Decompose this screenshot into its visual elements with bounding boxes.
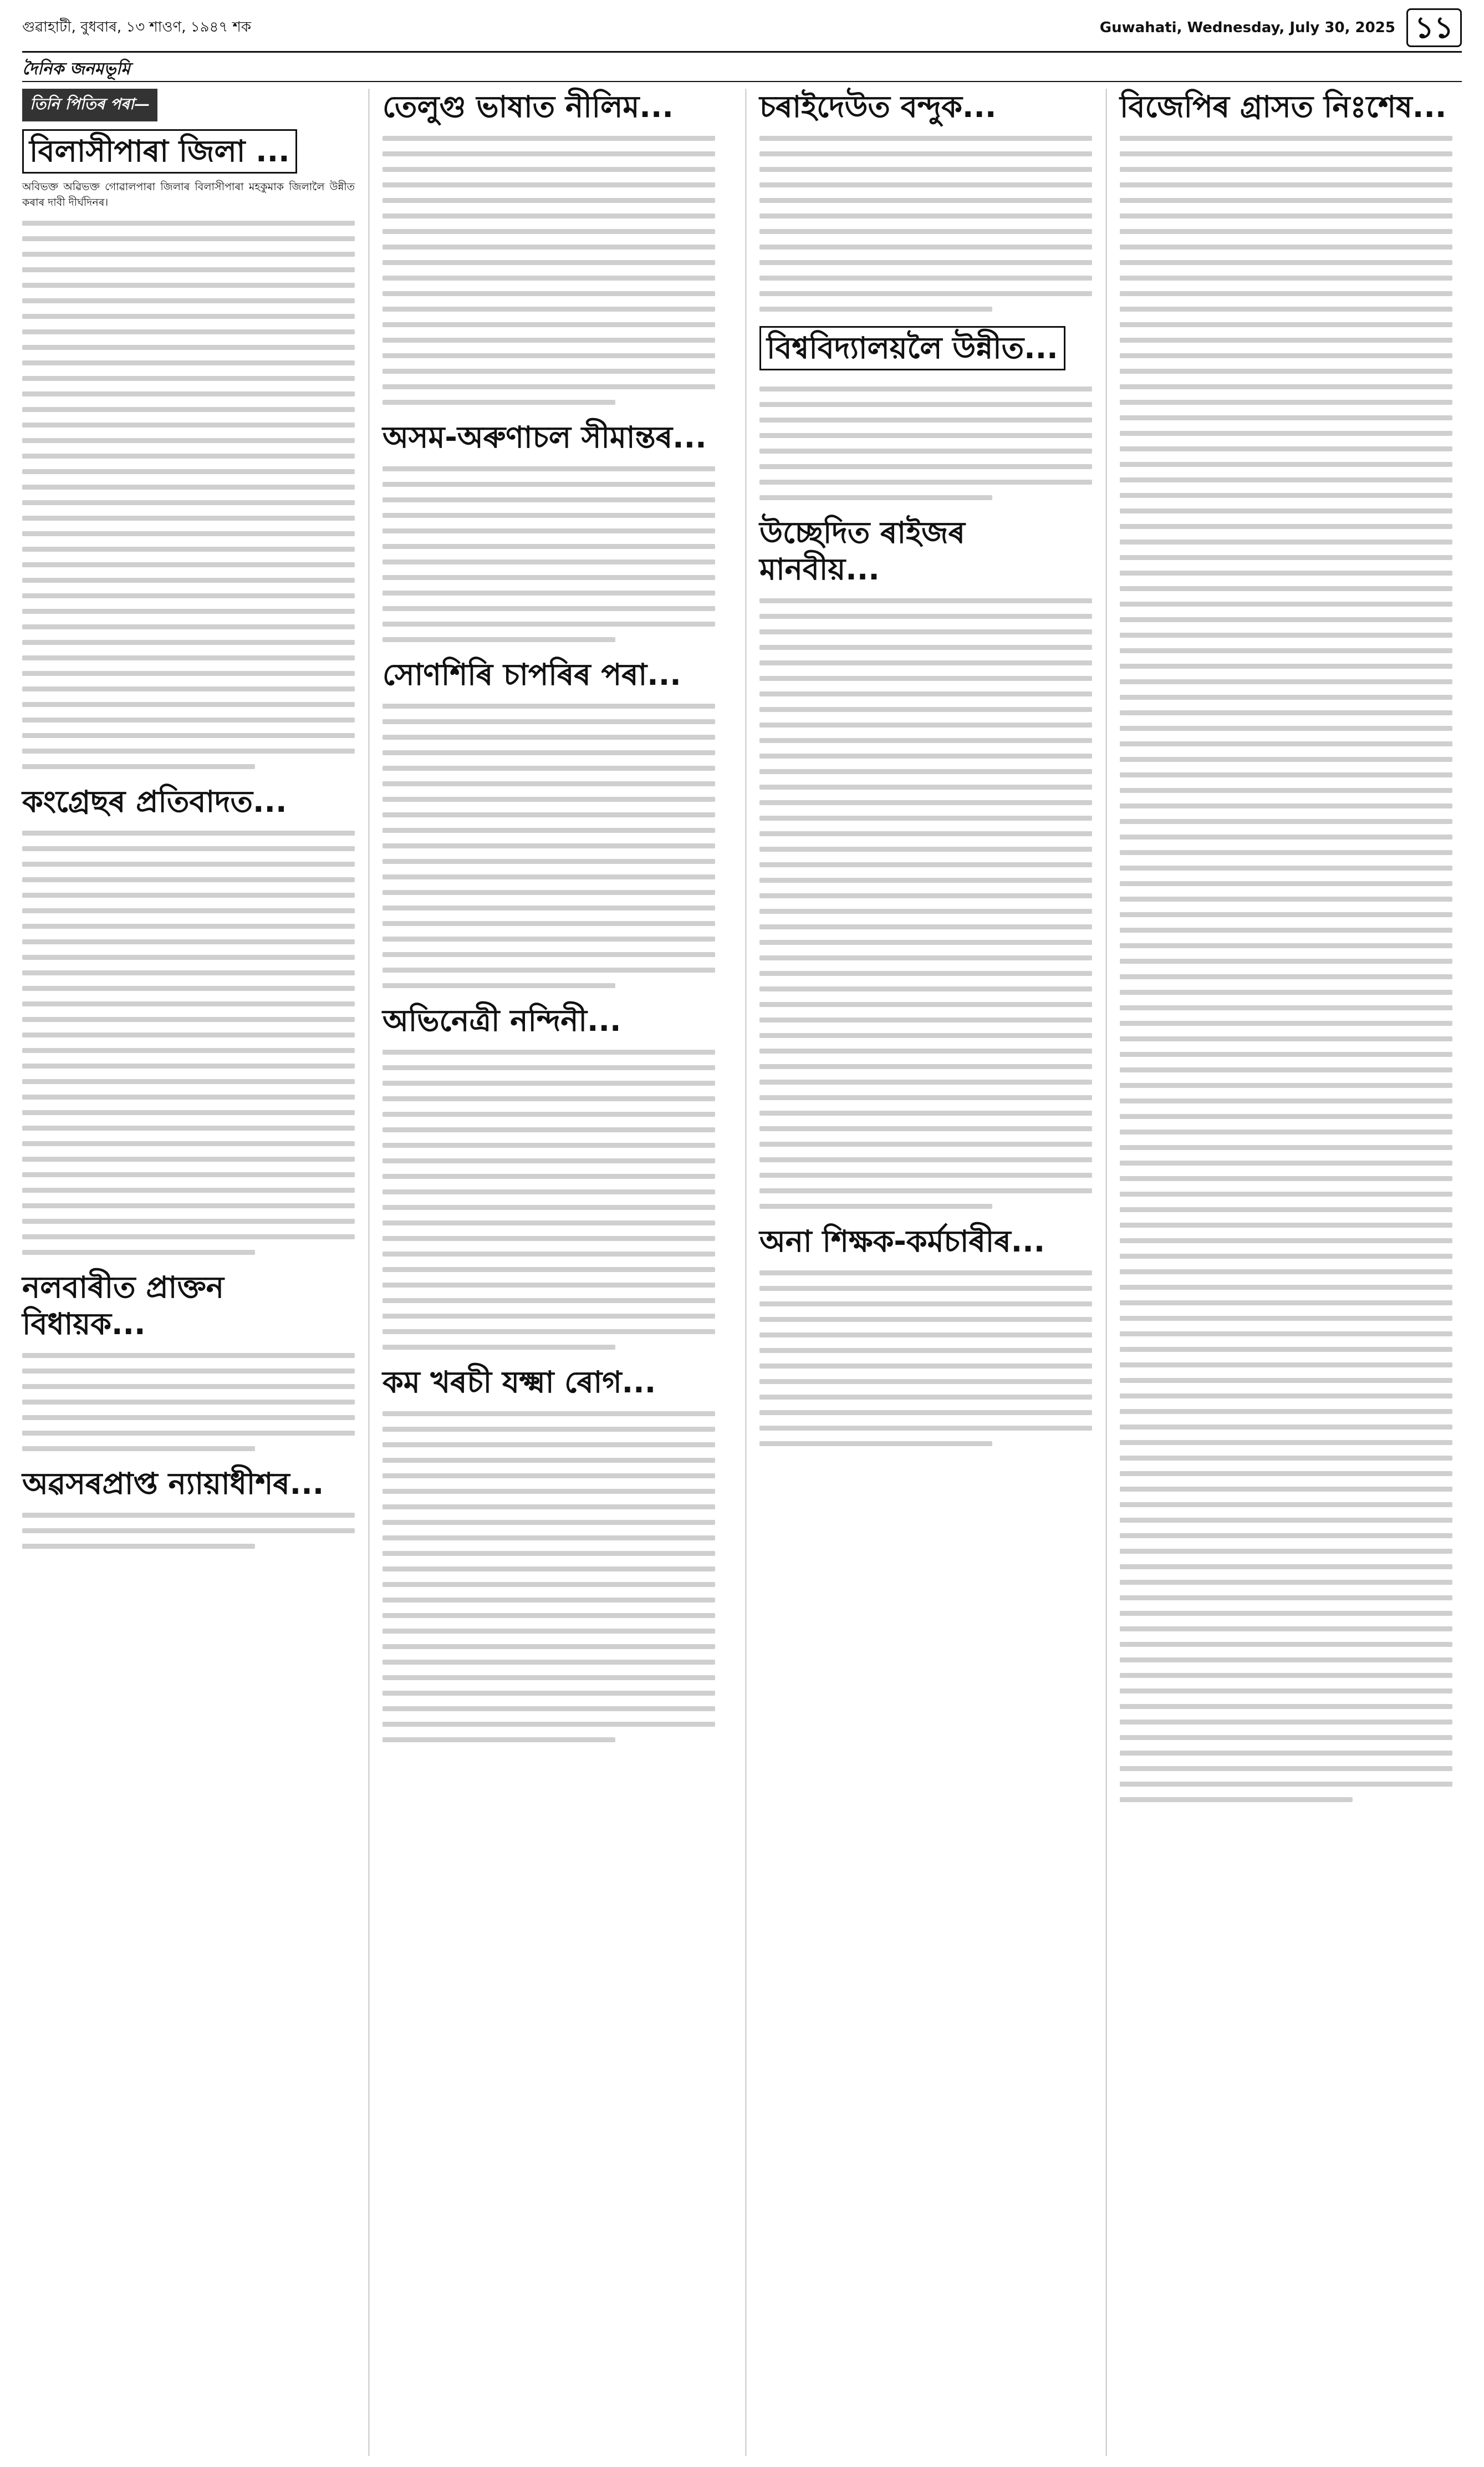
body-text-block [383, 136, 715, 405]
section-tag: তিনি পিতিৰ পৰা— [22, 89, 157, 121]
article-subansiri-chapori [383, 657, 715, 988]
date-english: Guwahati, Wednesday, July 30, 2025 [1099, 19, 1395, 36]
article-retired-judge [22, 1466, 355, 1549]
column-3 [759, 89, 1092, 1461]
headline: বিশ্ববিদ্যালয়লৈ উন্নীত... [759, 326, 1065, 370]
article-non-teaching-staff [759, 1223, 1092, 1446]
article-assam-arunachal-border [383, 419, 715, 642]
body-text-block [1120, 136, 1452, 1802]
article-congress-protest [22, 784, 355, 1255]
body-text-block [22, 221, 355, 769]
headline: কম খৰচী যক্ষ্মা ৰোগ... [383, 1365, 656, 1400]
headline: অসম-অৰুণাচল সীমান্তৰ... [383, 420, 707, 455]
article-low-cost-tb [383, 1364, 715, 1742]
headline: উচ্ছেদিত ৰাইজৰ মানবীয়... [759, 515, 965, 587]
headline: অনা শিক্ষক-কৰ্মচাৰীৰ... [759, 1224, 1046, 1259]
body-text-block [759, 136, 1092, 312]
article-evicted-people [759, 515, 1092, 1209]
article-charaideo-gun [759, 89, 1092, 312]
column-4 [1120, 89, 1452, 1817]
body-text-block [759, 1270, 1092, 1446]
body-text-block [22, 1353, 355, 1451]
body-text-block [383, 704, 715, 988]
article-university-upgrade [759, 326, 1092, 500]
headline: সোণশিৰি চাপৰিৰ পৰা... [383, 657, 681, 692]
column-1 [22, 89, 355, 1563]
page-header [22, 6, 1462, 50]
article-bjp-grasp [1120, 89, 1452, 1802]
body-text-block [383, 466, 715, 642]
masthead-rule [22, 81, 1462, 82]
page-number: ১১ [1406, 8, 1462, 47]
headline: অভিনেত্ৰী নন্দিনী... [383, 1003, 621, 1038]
article-body: অবিভক্ত অৱিভক্ত গোৱালপাৰা জিলাৰ বিলাসীপাৰা মহকুমাক জিলালৈ উন্নীত কৰাৰ দাবী দীৰ্ঘদিনৰ। [22, 181, 355, 208]
body-text-block [759, 598, 1092, 1209]
headline: চৰাইদেউত বন্দুক... [759, 89, 997, 124]
headline: অৱসৰপ্ৰাপ্ত ন্যায়াধীশৰ... [22, 1466, 324, 1501]
header-rule [22, 51, 1462, 53]
article-actress-nandini [383, 1003, 715, 1350]
headline: নলবাৰীত প্ৰাক্তন বিধায়ক... [22, 1270, 225, 1341]
body-text-block [383, 1411, 715, 1742]
headline: কংগ্ৰেছৰ প্ৰতিবাদত... [22, 784, 287, 819]
date-assamese: গুৱাহাটী, বুধবাৰ, ১৩ শাওণ, ১৯৪৭ শক [22, 19, 252, 35]
headline: তেলুগু ভাষাত নীলিম... [383, 89, 674, 124]
headline: বিজেপিৰ গ্ৰাসত নিঃশেষ... [1120, 89, 1447, 124]
body-text-block [759, 386, 1092, 500]
body-text-block [22, 831, 355, 1255]
column-2 [383, 89, 715, 1757]
body-text-block [383, 1050, 715, 1350]
masthead: দৈনিক জনমভূমি [22, 59, 130, 79]
headline: বিলাসীপাৰা জিলা ... [22, 129, 297, 174]
body-text-block [22, 1513, 355, 1549]
article-telugu-nilim [383, 89, 715, 405]
article-bilasipara [22, 129, 355, 769]
article-nalbari-mla [22, 1269, 355, 1451]
